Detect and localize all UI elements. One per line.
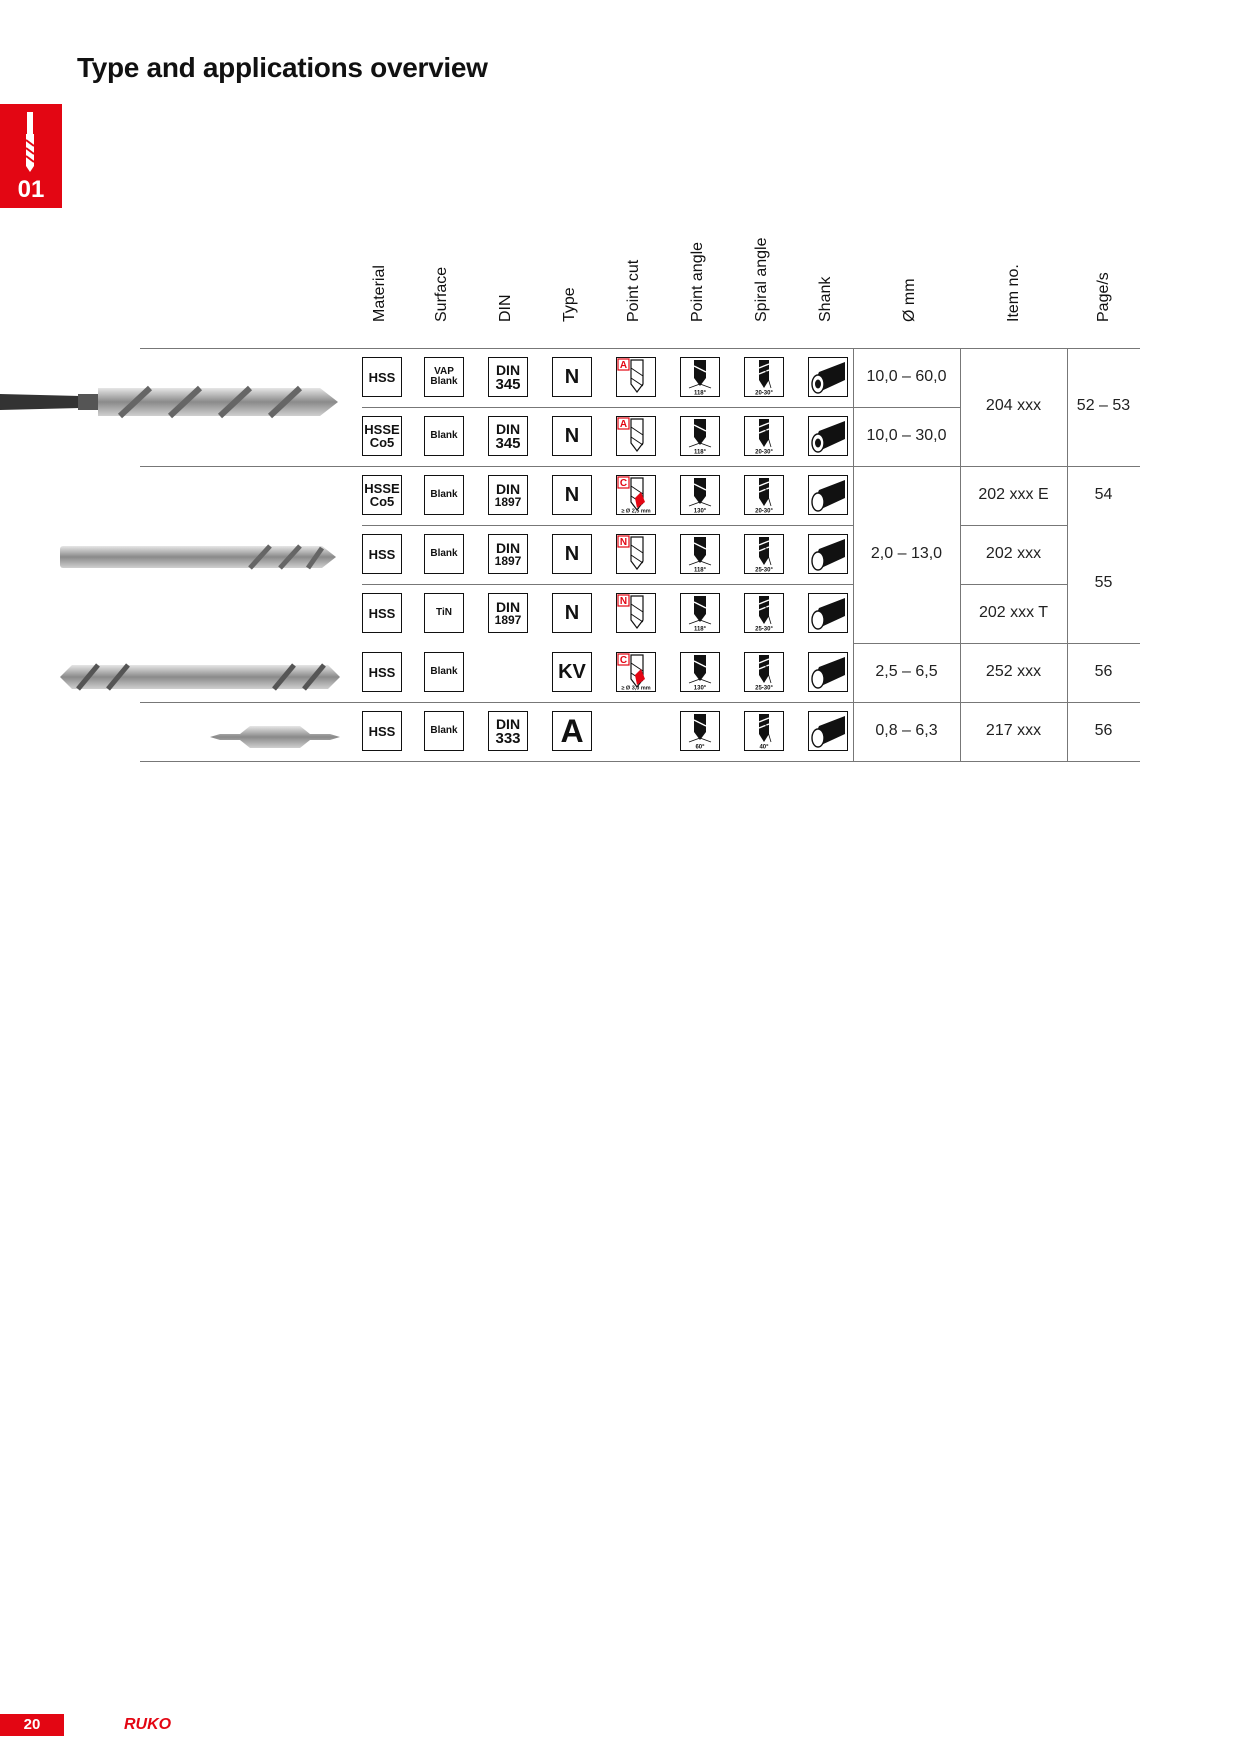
material-badge xyxy=(362,711,402,751)
type-badge: N xyxy=(552,593,592,633)
table-rule xyxy=(140,761,1140,762)
material-badge xyxy=(362,534,402,574)
spiral-angle-icon xyxy=(744,357,784,397)
icon-text: DIN xyxy=(495,715,521,732)
spiral-angle-value: 25-30° xyxy=(755,567,773,573)
icon-text: DIN xyxy=(495,361,521,378)
table-rule xyxy=(1067,643,1140,644)
icon-text: DIN xyxy=(495,481,521,497)
din-badge xyxy=(488,475,528,515)
icon-text: 1897 xyxy=(494,613,522,627)
surface-badge xyxy=(424,534,464,574)
column-header-label: Page/s xyxy=(1095,272,1112,322)
column-header-label: Shank xyxy=(817,276,834,322)
surface-badge xyxy=(424,475,464,515)
brand-logo: RUKO xyxy=(124,1716,172,1733)
column-header xyxy=(742,200,782,340)
din-badge xyxy=(488,416,528,456)
point-cut-letter: C xyxy=(619,478,628,489)
spiral-angle-icon xyxy=(744,475,784,515)
taper-shank-drill-image xyxy=(0,374,340,430)
icon-text: Co5 xyxy=(369,494,395,509)
point-angle-value: 118° xyxy=(693,567,707,573)
spiral-angle-icon xyxy=(744,593,784,633)
table-rule xyxy=(140,466,1140,467)
point-cut-letter: N xyxy=(619,596,628,607)
page-reference: 56 xyxy=(1094,662,1113,680)
type-badge: N xyxy=(552,534,592,574)
cylindrical-shank-icon xyxy=(808,593,848,633)
page-number: 20 xyxy=(0,1714,64,1736)
item-number: 202 xxx xyxy=(985,544,1042,562)
diameter-range: 0,8 – 6,3 xyxy=(875,721,938,739)
icon-text: DIN xyxy=(495,540,521,556)
point-angle-icon xyxy=(680,652,720,692)
table-top-rule xyxy=(140,348,1140,349)
page-reference: 54 xyxy=(1094,485,1113,503)
icon-text: 1897 xyxy=(494,554,522,568)
icon-text: Blank xyxy=(430,376,458,387)
spiral-angle-value: 20-30° xyxy=(755,508,773,514)
point-angle-icon xyxy=(680,475,720,515)
column-header xyxy=(806,200,846,340)
table-rule xyxy=(960,525,1067,526)
icon-text: HSS xyxy=(368,546,396,562)
item-number: 202 xxx T xyxy=(978,603,1049,621)
icon-text: HSS xyxy=(368,723,396,739)
point-angle-value: 118° xyxy=(693,626,707,632)
point-cut-icon xyxy=(616,357,656,397)
chapter-tab xyxy=(0,104,62,208)
point-angle-value: 130° xyxy=(693,685,707,691)
center-drill-image xyxy=(210,722,340,752)
page-reference: 55 xyxy=(1094,574,1113,591)
table-rule xyxy=(960,584,1067,585)
double-end-drill-image xyxy=(58,660,342,694)
din-badge xyxy=(488,711,528,751)
column-header-label: DIN xyxy=(497,294,514,322)
type-badge: N xyxy=(552,357,592,397)
point-angle-icon xyxy=(680,534,720,574)
spiral-angle-value: 40° xyxy=(759,744,769,750)
surface-badge xyxy=(424,593,464,633)
page-reference: 56 xyxy=(1094,721,1113,739)
column-header-label: Point angle xyxy=(689,241,706,322)
type-badge: KV xyxy=(552,652,592,692)
material-badge xyxy=(362,593,402,633)
type-badge: N xyxy=(552,475,592,515)
point-cut-letter: C xyxy=(619,655,628,666)
point-angle-value: 130° xyxy=(693,508,707,514)
column-header xyxy=(678,200,718,340)
column-header-label: Material xyxy=(371,265,388,322)
morse-taper-shank-icon xyxy=(808,416,848,456)
material-badge xyxy=(362,475,402,515)
spiral-angle-value: 25-30° xyxy=(755,685,773,691)
column-header xyxy=(994,200,1034,340)
table-rule xyxy=(140,702,1140,703)
icon-text: TiN xyxy=(436,607,452,618)
table-rule xyxy=(362,407,853,408)
column-header-label: Item no. xyxy=(1005,264,1022,322)
cylindrical-shank-icon xyxy=(808,534,848,574)
icon-text: Blank xyxy=(430,548,458,559)
column-header xyxy=(550,200,590,340)
page-reference: 52 – 53 xyxy=(1076,397,1131,414)
spiral-angle-value: 25-30° xyxy=(755,626,773,632)
cylindrical-shank-icon xyxy=(808,652,848,692)
surface-badge xyxy=(424,416,464,456)
point-angle-icon xyxy=(680,593,720,633)
item-number: 217 xxx xyxy=(985,721,1042,739)
table-rule xyxy=(362,584,853,585)
point-angle-icon xyxy=(680,711,720,751)
surface-badge xyxy=(424,652,464,692)
type-badge: A xyxy=(552,711,592,751)
column-header xyxy=(360,200,400,340)
page-title: Type and applications overview xyxy=(77,52,488,83)
diameter-range: 10,0 – 60,0 xyxy=(866,367,947,385)
stub-drill-image xyxy=(60,540,340,576)
item-number: 252 xxx xyxy=(985,662,1042,680)
column-header xyxy=(1084,200,1124,340)
surface-badge xyxy=(424,357,464,397)
column-header-label: Ø mm xyxy=(901,278,918,322)
icon-text: HSS xyxy=(368,664,396,680)
morse-taper-shank-icon xyxy=(808,357,848,397)
icon-text: HSSE xyxy=(364,481,400,496)
icon-text: Blank xyxy=(430,725,458,736)
din-badge xyxy=(488,357,528,397)
point-cut-letter: A xyxy=(619,360,628,371)
point-cut-icon xyxy=(616,593,656,633)
column-header xyxy=(486,200,526,340)
icon-text: 333 xyxy=(495,729,521,747)
point-cut-icon xyxy=(616,534,656,574)
table-rule xyxy=(853,407,960,408)
column-header-label: Surface xyxy=(433,266,450,322)
din-badge xyxy=(488,534,528,574)
icon-text: 345 xyxy=(495,434,521,452)
icon-text: HSSE xyxy=(364,422,400,437)
icon-text: HSS xyxy=(368,369,396,385)
item-number: 202 xxx E xyxy=(978,485,1049,503)
point-cut-icon xyxy=(616,652,656,692)
item-number: 204 xxx xyxy=(985,397,1042,414)
icon-text: Blank xyxy=(430,666,458,677)
icon-text: 345 xyxy=(495,375,521,393)
diameter-range: 2,5 – 6,5 xyxy=(875,662,938,680)
cylindrical-shank-icon xyxy=(808,475,848,515)
icon-text: Blank xyxy=(430,489,458,500)
icon-text: HSS xyxy=(368,605,396,621)
material-badge xyxy=(362,357,402,397)
drill-icon xyxy=(20,112,40,172)
column-header-label: Spiral angle xyxy=(753,237,770,322)
spiral-angle-icon xyxy=(744,416,784,456)
material-badge xyxy=(362,416,402,456)
type-badge: N xyxy=(552,416,592,456)
column-header xyxy=(422,200,462,340)
point-cut-letter: N xyxy=(619,537,628,548)
icon-text: VAP xyxy=(434,366,454,377)
chapter-number: 01 xyxy=(17,176,45,203)
diameter-range: 2,0 – 13,0 xyxy=(870,544,943,562)
point-cut-icon xyxy=(616,475,656,515)
din-badge xyxy=(488,593,528,633)
spiral-angle-value: 20-30° xyxy=(755,449,773,455)
material-badge xyxy=(362,652,402,692)
column-header xyxy=(614,200,654,340)
icon-text: DIN xyxy=(495,599,521,615)
column-header-label: Point cut xyxy=(625,259,642,322)
icon-text: 1897 xyxy=(494,495,522,509)
column-header xyxy=(890,200,930,340)
point-cut-note: ≥ Ø 2,5 mm xyxy=(621,508,651,514)
point-angle-icon xyxy=(680,357,720,397)
spiral-angle-icon xyxy=(744,534,784,574)
diameter-range: 10,0 – 30,0 xyxy=(866,426,947,444)
point-cut-letter: A xyxy=(619,419,628,430)
surface-badge xyxy=(424,711,464,751)
column-header-label: Type xyxy=(561,287,578,322)
point-angle-value: 118° xyxy=(693,390,707,396)
point-angle-value: 60° xyxy=(695,744,705,750)
icon-text: Blank xyxy=(430,430,458,441)
table-rule xyxy=(362,525,853,526)
point-angle-value: 118° xyxy=(693,449,707,455)
cylindrical-shank-icon xyxy=(808,711,848,751)
spiral-angle-icon xyxy=(744,711,784,751)
point-cut-note: ≥ Ø 3,0 mm xyxy=(621,685,651,691)
point-angle-icon xyxy=(680,416,720,456)
icon-text: DIN xyxy=(495,420,521,437)
point-cut-icon xyxy=(616,416,656,456)
spiral-angle-value: 20-30° xyxy=(755,390,773,396)
icon-text: Co5 xyxy=(369,435,395,450)
spiral-angle-icon xyxy=(744,652,784,692)
